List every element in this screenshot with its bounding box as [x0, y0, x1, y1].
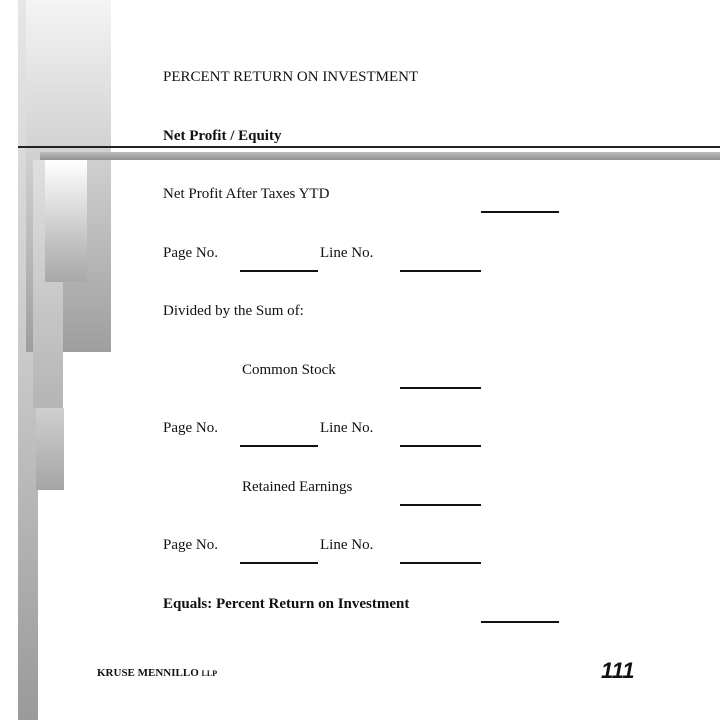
firm-name-text: KRUSE MENNILLO [97, 667, 199, 679]
firm-name [97, 667, 217, 679]
net-profit-label: Net Profit After Taxes YTD [163, 186, 330, 202]
divided-by-label: Divided by the Sum of: [163, 303, 304, 319]
line-no-blank[interactable] [400, 445, 481, 447]
line-no-blank[interactable] [400, 562, 481, 564]
divider-bar [40, 152, 720, 160]
formula-heading: Net Profit / Equity [163, 128, 282, 144]
line-no-blank[interactable] [400, 270, 481, 272]
page-no-label: Page No. [163, 537, 218, 553]
net-profit-blank[interactable] [481, 211, 559, 213]
page-no-label: Page No. [163, 420, 218, 436]
common-stock-blank[interactable] [400, 387, 481, 389]
page-title: PERCENT RETURN ON INVESTMENT [163, 69, 419, 85]
page-no-blank[interactable] [240, 270, 318, 272]
divider-line [18, 146, 720, 148]
page-no-blank[interactable] [240, 445, 318, 447]
retained-earnings-blank[interactable] [400, 504, 481, 506]
line-no-label: Line No. [320, 537, 374, 553]
page-no-label: Page No. [163, 245, 218, 261]
common-stock-label: Common Stock [242, 362, 336, 378]
line-no-label: Line No. [320, 245, 374, 261]
retained-earnings-label: Retained Earnings [242, 479, 353, 495]
page-no-blank[interactable] [240, 562, 318, 564]
decorative-bar [45, 160, 87, 282]
firm-suffix: LLP [201, 669, 218, 678]
line-no-label: Line No. [320, 420, 374, 436]
page-number: 111 [601, 658, 635, 683]
equals-label: Equals: Percent Return on Investment [163, 596, 410, 612]
decorative-bar [36, 408, 64, 490]
result-blank[interactable] [481, 621, 559, 623]
